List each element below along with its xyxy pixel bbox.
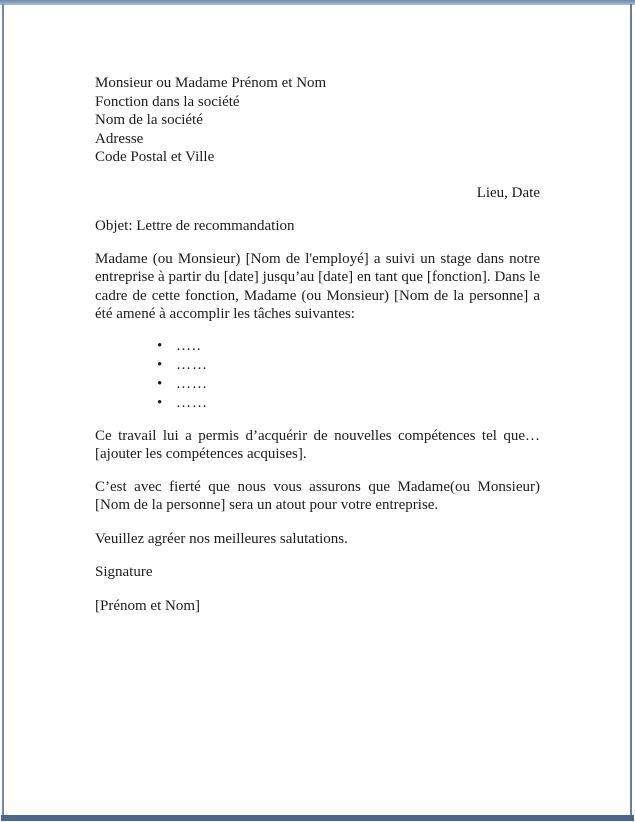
paragraph-assurance: C’est avec fierté que nous vous assurons que Madame(ou Monsieur) [Nom de la personne] sera un atout pour votre entreprise.: [95, 478, 540, 513]
sender-city: Code Postal et Ville: [95, 149, 215, 165]
closing-line: Veuillez agréer nos meilleures salutations.: [95, 530, 348, 547]
sender-company: Nom de la société: [95, 112, 203, 128]
sender-address: Adresse: [95, 130, 144, 147]
page-border-top: [0, 0, 635, 5]
sender-role: Fonction dans la société: [95, 93, 240, 110]
tasks-list: [95, 337, 540, 413]
signature-name: [Prénom et Nom]: [95, 597, 200, 614]
task-item: • ……: [157, 356, 540, 375]
page-border-bottom: [1, 815, 634, 821]
task-item: • ……: [157, 375, 540, 394]
page-border-left: [2, 4, 4, 816]
paragraph-competences: Ce travail lui a permis d’acquérir de nouvelles compétences tel que…[ajouter les compétences acquises].: [95, 427, 540, 462]
signature-label: Signature: [95, 564, 153, 580]
task-item: • …..: [157, 337, 540, 356]
task-item: • ……: [157, 394, 540, 413]
page-border-right: [630, 4, 632, 816]
sender-block: [95, 74, 540, 167]
place-date-line: Lieu, Date: [476, 184, 540, 201]
sender-name: Monsieur ou Madame Prénom et Nom: [95, 75, 327, 91]
letter-content: [95, 74, 540, 615]
subject-line: Objet: Lettre de recommandation: [95, 218, 295, 234]
paragraph-introduction: Madame (ou Monsieur) [Nom de l'employé] a suivi un stage dans notre entreprise à partir du [date] jusqu’au [date] en tant que [fonction]. Dans le cadre de cette fonction, Madame (ou Monsieur) [Nom de la personne] a été amené à accomplir les tâches suivantes:: [95, 250, 540, 322]
